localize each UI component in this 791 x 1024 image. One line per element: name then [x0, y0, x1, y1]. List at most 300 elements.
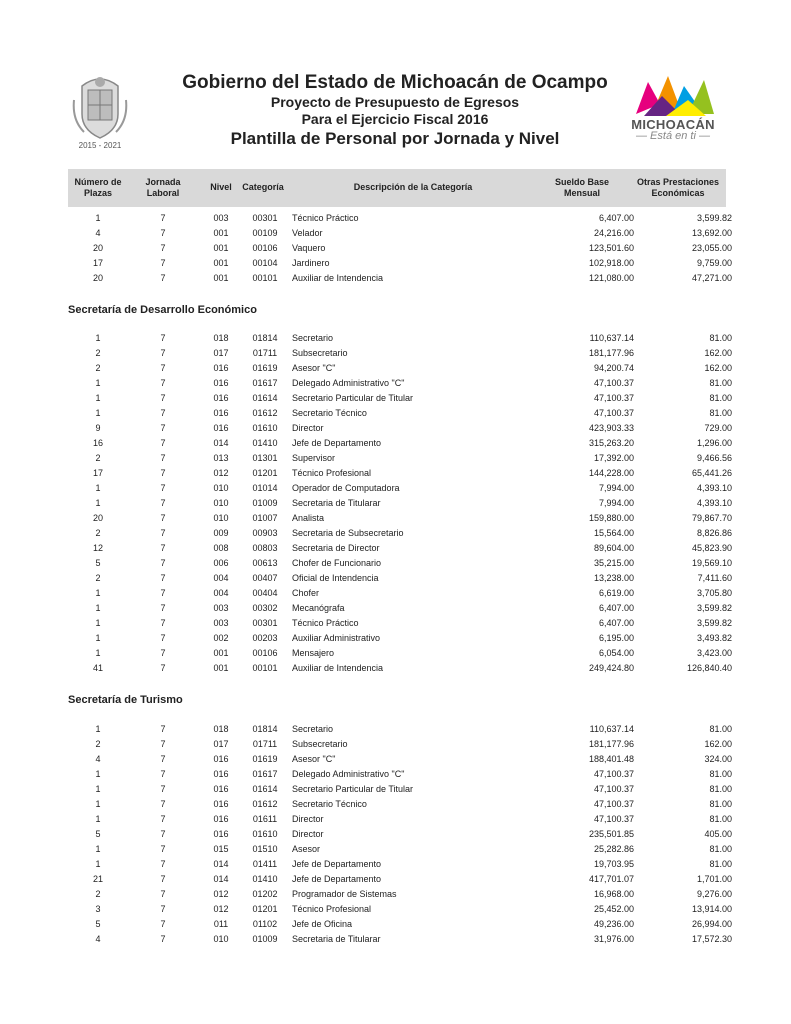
table-row: [68, 827, 732, 842]
sueldo-cell: 25,452.00: [593, 904, 634, 914]
descripcion-cell: Delegado Administrativo "C": [292, 769, 405, 779]
jornada-cell: 7: [160, 814, 166, 824]
jornada-cell: 7: [160, 483, 166, 493]
jornada-cell: 7: [160, 754, 166, 764]
jornada-cell: 7: [160, 213, 166, 223]
otras-prestaciones-cell: 79,867.70: [691, 513, 732, 523]
categoria-cell: 01711: [252, 348, 278, 358]
nivel-cell: 014: [213, 859, 229, 869]
nivel-cell: 018: [213, 333, 229, 343]
otras-prestaciones-cell: 4,393.10: [696, 498, 732, 508]
jornada-cell: 7: [160, 438, 166, 448]
sueldo-cell: 7,994.00: [598, 483, 634, 493]
otras-prestaciones-cell: 23,055.00: [691, 243, 732, 253]
table-row: [68, 752, 732, 767]
descripcion-cell: Asesor: [292, 844, 321, 854]
table-row: [68, 932, 732, 947]
descripcion-cell: Auxiliar de Intendencia: [292, 273, 384, 283]
column-header-bar: [68, 169, 726, 207]
table-row: [68, 256, 732, 271]
jornada-cell: 7: [160, 423, 166, 433]
table-row: [68, 902, 732, 917]
otras-prestaciones-cell: 13,692.00: [691, 228, 732, 238]
nivel-cell: 014: [213, 438, 229, 448]
nivel-cell: 016: [213, 814, 229, 824]
plazas-cell: 5: [95, 829, 101, 839]
sueldo-cell: 110,637.14: [589, 333, 634, 343]
column-header-nivel: Nivel: [210, 182, 232, 192]
table-row: [68, 571, 732, 586]
sueldo-cell: 6,195.00: [598, 633, 634, 643]
nivel-cell: 001: [213, 663, 229, 673]
jornada-cell: 7: [160, 633, 166, 643]
document-subtitle-2: Para el Ejercicio Fiscal 2016: [301, 111, 489, 127]
plazas-cell: 1: [95, 498, 101, 508]
nivel-cell: 016: [213, 363, 229, 373]
nivel-cell: 016: [213, 769, 229, 779]
plazas-cell: 1: [95, 603, 101, 613]
plazas-cell: 2: [95, 739, 101, 749]
jornada-cell: 7: [160, 333, 166, 343]
otras-prestaciones-cell: 3,423.00: [696, 648, 732, 658]
sueldo-cell: 6,407.00: [598, 213, 634, 223]
descripcion-cell: Jefe de Oficina: [292, 919, 353, 929]
plazas-cell: 2: [95, 573, 101, 583]
otras-prestaciones-cell: 81.00: [709, 393, 732, 403]
jornada-cell: 7: [160, 799, 166, 809]
plazas-cell: 20: [92, 273, 103, 283]
categoria-cell: 00302: [252, 603, 278, 613]
descripcion-cell: Jefe de Departamento: [292, 438, 382, 448]
otras-prestaciones-cell: 26,994.00: [691, 919, 732, 929]
otras-prestaciones-cell: 65,441.26: [691, 468, 732, 478]
nivel-cell: 008: [213, 543, 229, 553]
otras-prestaciones-cell: 4,393.10: [696, 483, 732, 493]
otras-prestaciones-cell: 81.00: [709, 333, 732, 343]
column-header-otras: Otras Prestaciones Económicas: [636, 177, 720, 198]
descripcion-cell: Secretaria de Titularar: [292, 934, 381, 944]
sueldo-cell: 123,501.60: [588, 243, 634, 253]
table-row: [68, 376, 732, 391]
otras-prestaciones-cell: 3,599.82: [696, 618, 732, 628]
plazas-cell: 1: [95, 378, 101, 388]
categoria-cell: 01711: [252, 739, 278, 749]
plazas-cell: 1: [95, 483, 101, 493]
categoria-cell: 01102: [252, 919, 278, 929]
jornada-cell: 7: [160, 724, 166, 734]
categoria-cell: 01610: [252, 829, 278, 839]
jornada-cell: 7: [160, 453, 166, 463]
table-row: [68, 481, 732, 496]
table-row: [68, 601, 732, 616]
jornada-cell: 7: [160, 603, 166, 613]
otras-prestaciones-cell: 9,276.00: [696, 889, 732, 899]
categoria-cell: 01814: [252, 333, 278, 343]
otras-prestaciones-cell: 126,840.40: [686, 663, 732, 673]
descripcion-cell: Secretario Técnico: [292, 799, 367, 809]
descripcion-cell: Jefe de Departamento: [292, 859, 382, 869]
jornada-cell: 7: [160, 513, 166, 523]
descripcion-cell: Subsecretario: [292, 739, 348, 749]
descripcion-cell: Secretaria de Subsecretario: [292, 528, 404, 538]
otras-prestaciones-cell: 162.00: [704, 348, 732, 358]
nivel-cell: 001: [213, 243, 229, 253]
plazas-cell: 1: [95, 859, 101, 869]
sueldo-cell: 417,701.07: [588, 874, 634, 884]
table-row: [68, 391, 732, 406]
descripcion-cell: Chofer de Funcionario: [292, 558, 382, 568]
plazas-cell: 5: [95, 558, 101, 568]
jornada-cell: 7: [160, 498, 166, 508]
table-row: [68, 872, 732, 887]
plazas-cell: 2: [95, 453, 101, 463]
categoria-cell: 01617: [252, 378, 278, 388]
categoria-cell: 00203: [252, 633, 278, 643]
jornada-cell: 7: [160, 618, 166, 628]
jornada-cell: 7: [160, 243, 166, 253]
plazas-cell: 2: [95, 889, 101, 899]
jornada-cell: 7: [160, 258, 166, 268]
otras-prestaciones-cell: 3,599.82: [696, 603, 732, 613]
otras-prestaciones-cell: 13,914.00: [691, 904, 732, 914]
sueldo-cell: 121,080.00: [588, 273, 634, 283]
sueldo-cell: 423,903.33: [588, 423, 634, 433]
column-header-descripcion: Descripción de la Categoría: [353, 182, 473, 192]
descripcion-cell: Jefe de Departamento: [292, 874, 382, 884]
nivel-cell: 001: [213, 273, 229, 283]
table-row: [68, 917, 732, 932]
otras-prestaciones-cell: 3,493.82: [696, 633, 732, 643]
otras-prestaciones-cell: 405.00: [704, 829, 732, 839]
table-row: [68, 661, 732, 676]
table-row: [68, 361, 732, 376]
plazas-cell: 1: [95, 633, 101, 643]
document-title: Gobierno del Estado de Michoacán de Ocampo: [182, 72, 608, 93]
sueldo-cell: 47,100.37: [593, 784, 634, 794]
descripcion-cell: Operador de Computadora: [292, 483, 400, 493]
descripcion-cell: Subsecretario: [292, 348, 348, 358]
table-row: [68, 541, 732, 556]
section-title: Secretaría de Desarrollo Económico: [68, 304, 257, 316]
otras-prestaciones-cell: 47,271.00: [691, 273, 732, 283]
plazas-cell: 12: [92, 543, 103, 553]
descripcion-cell: Mensajero: [292, 648, 335, 658]
otras-prestaciones-cell: 81.00: [709, 784, 732, 794]
descripcion-cell: Analista: [292, 513, 325, 523]
nivel-cell: 016: [213, 784, 229, 794]
nivel-cell: 016: [213, 378, 229, 388]
page-header: [0, 0, 791, 165]
otras-prestaciones-cell: 81.00: [709, 814, 732, 824]
sueldo-cell: 16,968.00: [593, 889, 634, 899]
plazas-cell: 1: [95, 814, 101, 824]
jornada-cell: 7: [160, 393, 166, 403]
otras-prestaciones-cell: 3,599.82: [696, 213, 732, 223]
plazas-cell: 3: [95, 904, 101, 914]
jornada-cell: 7: [160, 528, 166, 538]
nivel-cell: 016: [213, 829, 229, 839]
otras-prestaciones-cell: 45,823.90: [691, 543, 732, 553]
nivel-cell: 017: [213, 739, 229, 749]
table-row: [68, 887, 732, 902]
jornada-cell: 7: [160, 829, 166, 839]
table-row: [68, 346, 732, 361]
descripcion-cell: Director: [292, 814, 324, 824]
jornada-cell: 7: [160, 228, 166, 238]
sueldo-cell: 6,407.00: [598, 618, 634, 628]
table-row: [68, 616, 732, 631]
table-row: [68, 842, 732, 857]
sueldo-cell: 15,564.00: [593, 528, 634, 538]
table-row: [68, 331, 732, 346]
descripcion-cell: Mecanógrafa: [292, 603, 345, 613]
sueldo-cell: 17,392.00: [593, 453, 634, 463]
sueldo-cell: 47,100.37: [593, 408, 634, 418]
otras-prestaciones-cell: 1,296.00: [696, 438, 732, 448]
document-subtitle-3: Plantilla de Personal por Jornada y Nivel: [230, 129, 560, 148]
jornada-cell: 7: [160, 363, 166, 373]
descripcion-cell: Secretaria de Titularar: [292, 498, 381, 508]
categoria-cell: 00106: [252, 243, 278, 253]
jornada-cell: 7: [160, 934, 166, 944]
categoria-cell: 00803: [252, 543, 278, 553]
jornada-cell: 7: [160, 588, 166, 598]
nivel-cell: 016: [213, 799, 229, 809]
nivel-cell: 016: [213, 393, 229, 403]
title-block: [150, 72, 640, 149]
otras-prestaciones-cell: 19,569.10: [691, 558, 732, 568]
table-row: [68, 241, 732, 256]
sueldo-cell: 35,215.00: [593, 558, 634, 568]
categoria-cell: 01202: [252, 889, 278, 899]
jornada-cell: 7: [160, 769, 166, 779]
descripcion-cell: Delegado Administrativo "C": [292, 378, 405, 388]
nivel-cell: 006: [213, 558, 229, 568]
sueldo-cell: 6,054.00: [598, 648, 634, 658]
nivel-cell: 009: [213, 528, 229, 538]
nivel-cell: 001: [213, 228, 229, 238]
table-row: [68, 526, 732, 541]
categoria-cell: 01610: [252, 423, 278, 433]
descripcion-cell: Secretario Particular de Titular: [292, 393, 414, 403]
document-subtitle-1: Proyecto de Presupuesto de Egresos: [270, 94, 520, 110]
jornada-cell: 7: [160, 408, 166, 418]
categoria-cell: 01009: [252, 498, 278, 508]
sueldo-cell: 47,100.37: [593, 814, 634, 824]
table-row: [68, 511, 732, 526]
descripcion-cell: Auxiliar Administrativo: [292, 633, 381, 643]
categoria-cell: 00104: [252, 258, 278, 268]
sueldo-cell: 47,100.37: [593, 378, 634, 388]
otras-prestaciones-cell: 162.00: [704, 739, 732, 749]
plazas-cell: 5: [95, 919, 101, 929]
column-header-plazas: Número de Plazas: [74, 177, 122, 198]
categoria-cell: 01411: [252, 859, 278, 869]
nivel-cell: 015: [213, 844, 229, 854]
plazas-cell: 1: [95, 648, 101, 658]
otras-prestaciones-cell: 1,701.00: [696, 874, 732, 884]
nivel-cell: 002: [213, 633, 229, 643]
logo-tagline: — Está en ti —: [636, 130, 710, 142]
otras-prestaciones-cell: 7,411.60: [697, 573, 732, 583]
table-row: [68, 556, 732, 571]
descripcion-cell: Secretario Técnico: [292, 408, 367, 418]
table-row: [68, 586, 732, 601]
plazas-cell: 20: [92, 243, 103, 253]
jornada-cell: 7: [160, 919, 166, 929]
otras-prestaciones-cell: 81.00: [709, 378, 732, 388]
categoria-cell: 00101: [252, 273, 278, 283]
sueldo-cell: 25,282.86: [593, 844, 634, 854]
plazas-cell: 17: [92, 258, 103, 268]
categoria-cell: 01410: [252, 438, 278, 448]
nivel-cell: 001: [213, 258, 229, 268]
nivel-cell: 011: [213, 919, 229, 929]
descripcion-cell: Técnico Práctico: [292, 213, 359, 223]
otras-prestaciones-cell: 81.00: [709, 799, 732, 809]
nivel-cell: 017: [213, 348, 229, 358]
table-row: [68, 436, 732, 451]
sueldo-cell: 159,880.00: [588, 513, 634, 523]
sueldo-cell: 47,100.37: [593, 769, 634, 779]
jornada-cell: 7: [160, 889, 166, 899]
otras-prestaciones-cell: 3,705.80: [696, 588, 732, 598]
categoria-cell: 00404: [252, 588, 278, 598]
table-row: [68, 737, 732, 752]
jornada-cell: 7: [160, 348, 166, 358]
sueldo-cell: 7,994.00: [598, 498, 634, 508]
plazas-cell: 1: [95, 844, 101, 854]
otras-prestaciones-cell: 17,572.30: [691, 934, 732, 944]
otras-prestaciones-cell: 81.00: [709, 844, 732, 854]
categoria-cell: 01614: [252, 393, 278, 403]
table-row: [68, 421, 732, 436]
column-header-categoria: Categoría: [242, 182, 284, 192]
nivel-cell: 003: [213, 618, 229, 628]
categoria-cell: 01009: [252, 934, 278, 944]
categoria-cell: 01201: [252, 468, 278, 478]
jornada-cell: 7: [160, 648, 166, 658]
descripcion-cell: Técnico Profesional: [292, 904, 372, 914]
sueldo-cell: 235,501.85: [588, 829, 634, 839]
otras-prestaciones-cell: 81.00: [709, 769, 732, 779]
otras-prestaciones-cell: 81.00: [709, 408, 732, 418]
categoria-cell: 00407: [252, 573, 278, 583]
sueldo-cell: 94,200.74: [593, 363, 634, 373]
plazas-cell: 1: [95, 784, 101, 794]
categoria-cell: 01619: [252, 363, 278, 373]
otras-prestaciones-cell: 162.00: [704, 363, 732, 373]
descripcion-cell: Técnico Profesional: [292, 468, 372, 478]
descripcion-cell: Jardinero: [292, 258, 330, 268]
plazas-cell: 21: [92, 874, 103, 884]
categoria-cell: 01814: [252, 724, 278, 734]
table-row: [68, 857, 732, 872]
descripcion-cell: Secretario: [292, 724, 334, 734]
descripcion-cell: Chofer: [292, 588, 320, 598]
logo-wordmark: MICHOACÁN: [631, 117, 715, 132]
sueldo-cell: 6,407.00: [598, 603, 634, 613]
column-header-sueldo: Sueldo Base Mensual: [554, 177, 610, 198]
categoria-cell: 00101: [252, 663, 278, 673]
table-row: [68, 226, 732, 241]
nivel-cell: 001: [213, 648, 229, 658]
jornada-cell: 7: [160, 273, 166, 283]
nivel-cell: 010: [213, 934, 229, 944]
nivel-cell: 010: [213, 513, 229, 523]
sueldo-cell: 188,401.48: [588, 754, 634, 764]
table-row: [68, 406, 732, 421]
sueldo-cell: 102,918.00: [588, 258, 634, 268]
nivel-cell: 016: [213, 423, 229, 433]
jornada-cell: 7: [160, 859, 166, 869]
sueldo-cell: 19,703.95: [593, 859, 634, 869]
categoria-cell: 00613: [252, 558, 278, 568]
descripcion-cell: Asesor "C": [292, 754, 336, 764]
categoria-cell: 00301: [252, 618, 278, 628]
section-title: Secretaría de Turismo: [68, 694, 183, 706]
nivel-cell: 003: [213, 213, 229, 223]
categoria-cell: 01007: [252, 513, 278, 523]
plazas-cell: 4: [95, 754, 101, 764]
table-row: [68, 211, 732, 226]
table-row: [68, 466, 732, 481]
plazas-cell: 2: [95, 528, 101, 538]
nivel-cell: 012: [213, 904, 229, 914]
nivel-cell: 003: [213, 603, 229, 613]
nivel-cell: 012: [213, 468, 229, 478]
personnel-table-1: [68, 211, 732, 286]
descripcion-cell: Secretario Particular de Titular: [292, 784, 414, 794]
plazas-cell: 41: [92, 663, 103, 673]
otras-prestaciones-cell: 9,466.56: [696, 453, 732, 463]
jornada-cell: 7: [160, 378, 166, 388]
table-row: [68, 767, 732, 782]
table-row: [68, 646, 732, 661]
sueldo-cell: 181,177.96: [588, 348, 634, 358]
categoria-cell: 01014: [252, 483, 278, 493]
jornada-cell: 7: [160, 844, 166, 854]
nivel-cell: 016: [213, 408, 229, 418]
categoria-cell: 00106: [252, 648, 278, 658]
nivel-cell: 004: [213, 588, 229, 598]
plazas-cell: 1: [95, 724, 101, 734]
table-row: [68, 782, 732, 797]
categoria-cell: 00903: [252, 528, 278, 538]
categoria-cell: 01614: [252, 784, 278, 794]
plazas-cell: 1: [95, 769, 101, 779]
nivel-cell: 012: [213, 889, 229, 899]
column-header-jornada: Jornada Laboral: [145, 177, 181, 198]
otras-prestaciones-cell: 81.00: [709, 859, 732, 869]
otras-prestaciones-cell: 9,759.00: [696, 258, 732, 268]
sueldo-cell: 13,238.00: [593, 573, 634, 583]
otras-prestaciones-cell: 729.00: [704, 423, 732, 433]
sueldo-cell: 31,976.00: [593, 934, 634, 944]
plazas-cell: 17: [92, 468, 103, 478]
descripcion-cell: Secretario: [292, 333, 334, 343]
categoria-cell: 01201: [252, 904, 278, 914]
plazas-cell: 1: [95, 618, 101, 628]
categoria-cell: 01410: [252, 874, 278, 884]
categoria-cell: 01611: [252, 814, 278, 824]
sueldo-cell: 49,236.00: [593, 919, 634, 929]
plazas-cell: 1: [95, 393, 101, 403]
nivel-cell: 010: [213, 483, 229, 493]
otras-prestaciones-cell: 324.00: [704, 754, 732, 764]
categoria-cell: 01619: [252, 754, 278, 764]
nivel-cell: 013: [213, 453, 229, 463]
